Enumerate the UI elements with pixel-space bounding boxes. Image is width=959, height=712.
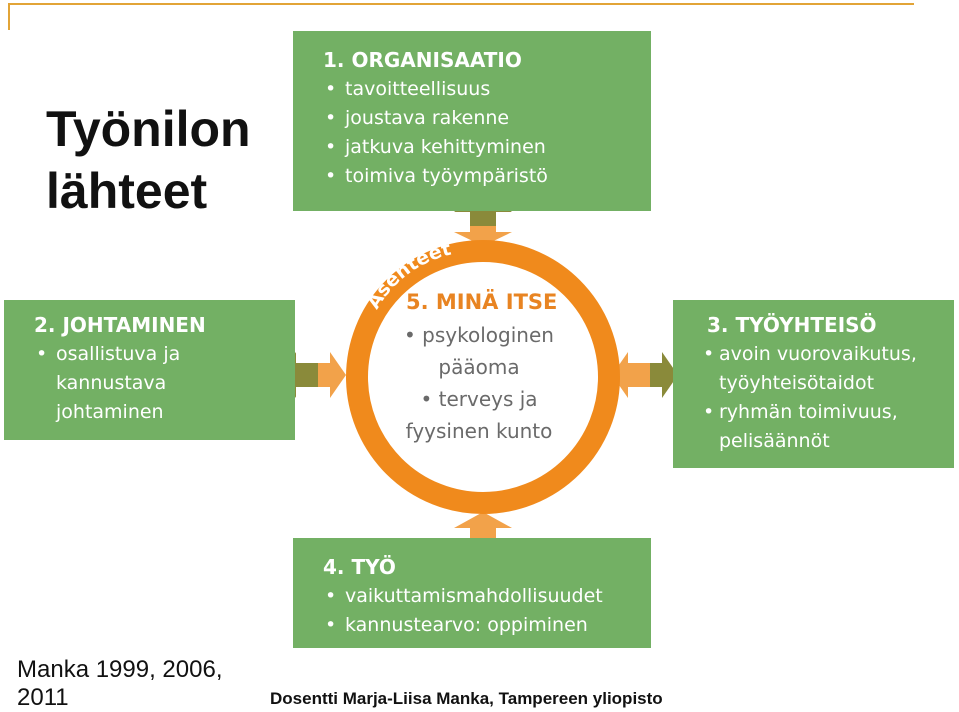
center-mina-itse xyxy=(384,287,574,447)
list-item: • joustava rakenne xyxy=(323,104,651,133)
box-tyo-heading: 4. TYÖ xyxy=(323,555,396,579)
box-johtaminen-heading: 2. JOHTAMINEN xyxy=(34,313,206,337)
list-item: • tavoitteellisuus xyxy=(323,75,651,104)
box-organisaatio-heading: 1. ORGANISAATIO xyxy=(323,48,522,72)
center-line: • psykologinen xyxy=(404,323,554,347)
title-line-1: Työnilon xyxy=(46,101,251,157)
center-heading: 5. MINÄ ITSE xyxy=(406,290,558,314)
ring-label: Asenteet xyxy=(362,237,454,313)
box-johtaminen xyxy=(4,300,295,440)
list-item: • toimiva työympäristö xyxy=(323,162,651,191)
list-item: • osallistuva ja kannustava johtaminen xyxy=(34,340,256,427)
title-line-2: lähteet xyxy=(46,163,208,219)
center-line: • terveys ja xyxy=(420,387,538,411)
box-tyoyhteiso-heading: 3. TYÖYHTEISÖ xyxy=(707,313,877,337)
box-tyo xyxy=(293,538,651,648)
box-tyoyhteiso xyxy=(673,300,954,468)
author-caption: Dosentti Marja-Liisa Manka, Tampereen yliopisto xyxy=(270,689,663,708)
box-organisaatio xyxy=(293,31,651,211)
list-item: • avoin vuorovaikutus, työyhteisötaidot xyxy=(705,340,959,398)
list-item: • jatkuva kehittyminen xyxy=(323,133,651,162)
center-line: fyysinen kunto xyxy=(405,419,553,443)
list-item: • ryhmän toimivuus, pelisäännöt xyxy=(705,398,959,456)
list-item: • kannustearvo: oppiminen xyxy=(323,611,651,640)
source-caption: Manka 1999, 2006, 2011 xyxy=(17,656,223,711)
arrow-right xyxy=(612,352,678,398)
list-item: • vaikuttamismahdollisuudet xyxy=(323,582,651,611)
center-line: pääoma xyxy=(438,355,520,379)
